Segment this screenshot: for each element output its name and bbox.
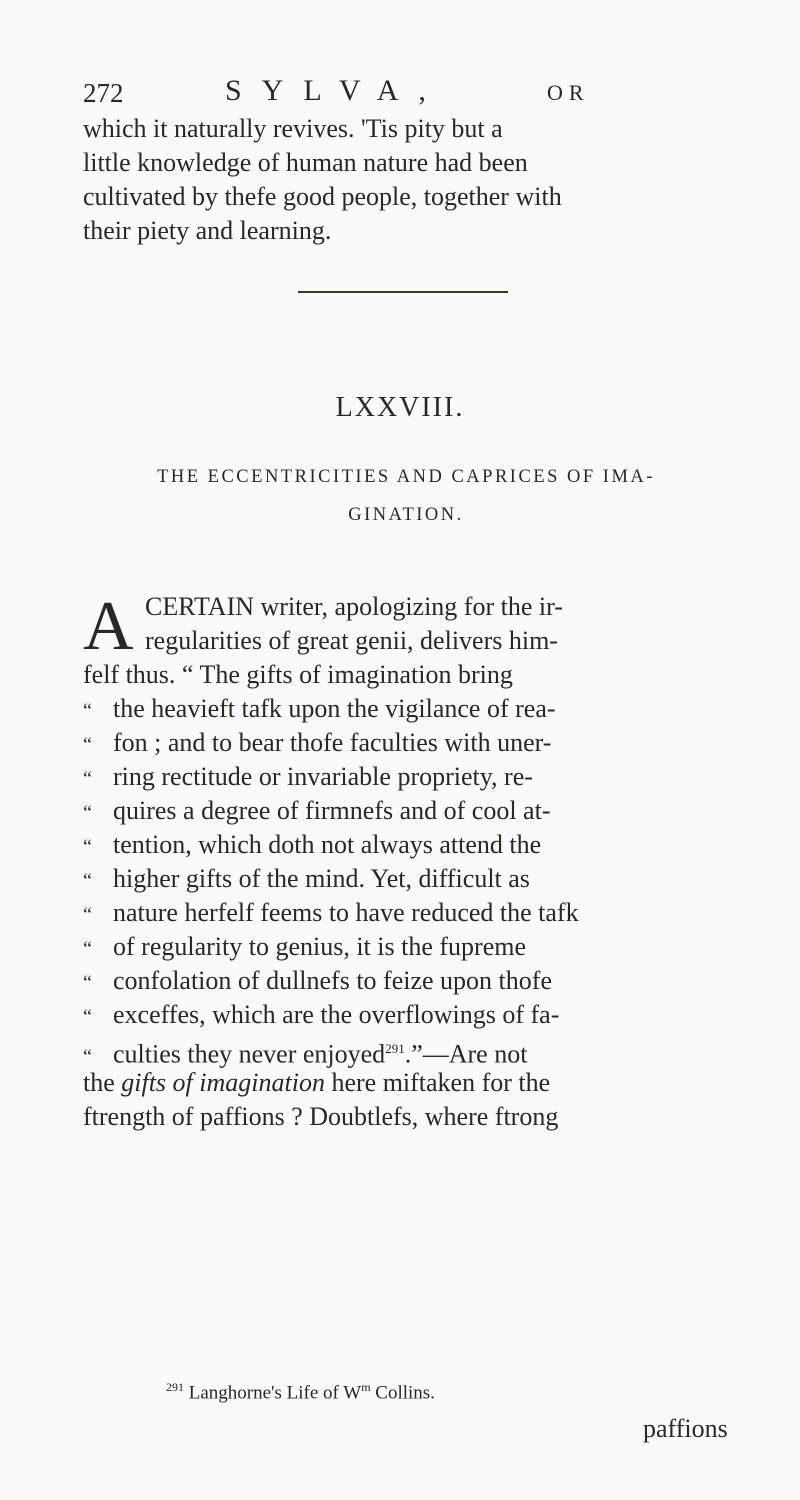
quoted-line: “ ring rectitude or invariable propriety, re-: [83, 760, 723, 794]
text-line: CERTAIN writer, apologizing for the ir-: [145, 592, 563, 621]
page-number: 272: [83, 78, 124, 108]
quote-mark: “: [83, 768, 92, 790]
footnote-reference[interactable]: 291: [385, 1041, 405, 1056]
paragraph-opening: [145, 590, 725, 658]
quote-mark: “: [83, 802, 92, 824]
running-title: SYLVA,: [225, 74, 446, 107]
quoted-line: “ the heavieft tafk upon the vigilance of rea-: [83, 692, 723, 726]
quoted-line: “ higher gifts of the mind. Yet, difficult as: [83, 862, 723, 896]
quote-mark: “: [83, 700, 92, 722]
quote-mark: “: [83, 972, 92, 994]
quoted-line: “ tention, which doth not always attend the: [83, 828, 723, 862]
footnote-text-after: Collins.: [370, 1382, 435, 1404]
text-line: the gifts of imagination here miftaken for the: [83, 1068, 551, 1097]
text-line: cultivated by thefe good people, together with: [83, 182, 562, 211]
text-line: little knowledge of human nature had been: [83, 148, 528, 177]
footnote-text: Langhorne's Life of W: [188, 1382, 362, 1404]
quoted-line: “ quires a degree of firmnefs and of cool at-: [83, 794, 723, 828]
section-title-line: THE ECCENTRICITIES AND CAPRICES OF IMA-: [157, 467, 655, 487]
footnote-mark: 291: [166, 1380, 184, 1394]
quoted-line: “ nature herfelf feems to have reduced the tafk: [83, 896, 723, 930]
footnote: [166, 1380, 435, 1404]
quote-mark: “: [83, 870, 92, 892]
footnote-superscript: m: [361, 1380, 371, 1394]
quote-mark: “: [83, 1006, 92, 1028]
text-line: regularities of great genii, delivers him-: [145, 626, 558, 655]
quote-mark: “: [83, 836, 92, 858]
section-number: LXXVIII.: [335, 392, 465, 423]
paragraph-body: [83, 658, 723, 1134]
continuation-text: [83, 112, 723, 248]
quote-mark: “: [83, 904, 92, 926]
quoted-line: “ of regularity to genius, it is the fupreme: [83, 930, 723, 964]
text-line: felf thus. “ The gifts of imagination bring: [83, 660, 513, 689]
text-line: ftrength of paffions ? Doubtlefs, where ftrong: [83, 1102, 559, 1131]
quote-mark: “: [83, 938, 92, 960]
italic-phrase: gifts of imagination: [121, 1068, 325, 1097]
quoted-line: “ fon ; and to bear thofe faculties with uner-: [83, 726, 723, 760]
section-title-line: GINATION.: [348, 505, 464, 525]
quote-mark: “: [83, 1045, 92, 1068]
running-title-suffix: OR: [547, 80, 590, 105]
quoted-line: “ confolation of dullnefs to feize upon thofe: [83, 964, 723, 998]
catchword: paffions: [643, 1414, 728, 1443]
quoted-line: “ culties they never enjoyed$^{291}$.”—Are not: [83, 1032, 723, 1066]
quoted-line: “ exceffes, which are the overflowings of fa-: [83, 998, 723, 1032]
drop-cap: A: [83, 588, 134, 665]
text-line: which it naturally revives. 'Tis pity but a: [83, 114, 503, 143]
text-line: their piety and learning.: [83, 216, 332, 245]
quote-mark: “: [83, 734, 92, 756]
section-divider: [298, 291, 508, 293]
